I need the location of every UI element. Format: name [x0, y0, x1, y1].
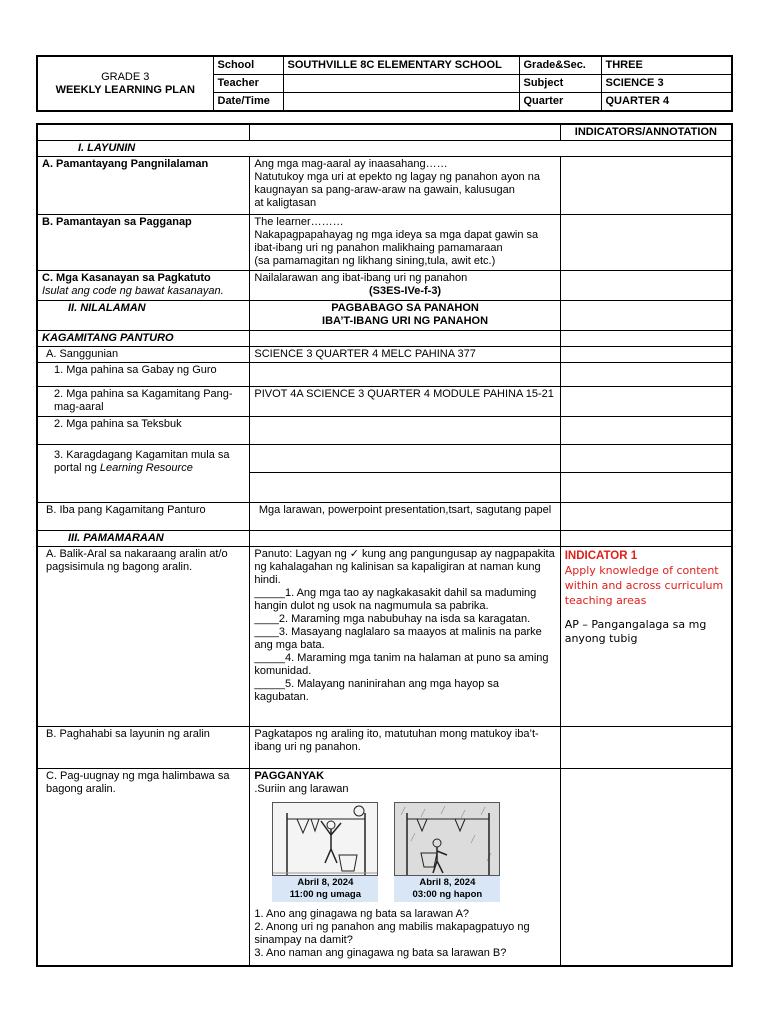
picture-b-image [394, 802, 500, 876]
school-label: School [213, 56, 283, 75]
picture-a [272, 802, 378, 902]
picture-row [272, 802, 555, 902]
paguugnay-content [250, 769, 560, 966]
kagamitang-aaral-value: PIVOT 4A SCIENCE 3 QUARTER 4 MODULE PAHINA 15-21 [250, 387, 560, 417]
indicator-ap: AP – Pangangalaga sa mg anyong tubig [564, 618, 707, 645]
picture-a-image [272, 802, 378, 876]
balik-aral-label: A. Balik-Aral sa nakaraang aralin at/o pagsisimula ng bagong aralin. [37, 547, 250, 727]
pamantayang-pangnilalaman-label: A. Pamantayang Pangnilalaman [37, 157, 250, 215]
picture-b [394, 802, 500, 902]
sanggunian-value: SCIENCE 3 QUARTER 4 MELC PAHINA 377 [250, 347, 560, 363]
date-value [283, 93, 519, 112]
subject-value: SCIENCE 3 [601, 75, 732, 93]
date-label: Date/Time [213, 93, 283, 112]
question-item: 3. Ano naman ang ginagawa ng bata sa larawan B? [254, 947, 507, 959]
indicators-header: INDICATORS/ANNOTATION [560, 124, 732, 141]
indicator-title: INDICATOR 1 [564, 550, 638, 562]
kasanayan-text: Nailalarawan ang ibat-ibang uri ng panahon (S3ES-IVe-f-3) [250, 271, 560, 301]
grade-sec-value: THREE [601, 56, 732, 75]
balik-aral-item: ____3. Masayang naglalaro sa maayos at malinis na parke ang mga bata. [254, 626, 542, 651]
kagamitan-heading: KAGAMITANG PANTURO [37, 331, 250, 347]
kagamitang-aaral-label: 2. Mga pahina sa Kagamitang Pang-mag-aaral [37, 387, 250, 417]
paguugnay-label: C. Pag-uugnay ng mga halimbawa sa bagong aralin. [37, 769, 250, 966]
indicator-cell [560, 547, 732, 727]
quarter-label: Quarter [519, 93, 601, 112]
kasanayan-label: C. Mga Kasanayan sa Pagkatuto Isulat ang code ng bawat kasanayan. [37, 271, 250, 301]
balik-aral-item: _____1. Ang mga tao ay nagkakasakit dahil sa maduming hangin dulot ng usok na nagmumula sa pabrika. [254, 587, 537, 612]
karagdagang-label: 3. Karagdagang Kagamitan mula sa portal ng Learning Resource [37, 445, 250, 503]
subject-label: Subject [519, 75, 601, 93]
paghahabi-value: Pagkatapos ng araling ito, matutuhan mong matukoy iba’t-ibang uri ng panahon. [250, 727, 560, 769]
indicator-text: Apply knowledge of content within and across curriculum teaching areas [564, 564, 724, 607]
balik-aral-item: _____5. Malayang naninirahan ang mga hayop sa kagubatan. [254, 678, 500, 703]
plan-title: WEEKLY LEARNING PLAN [55, 83, 195, 96]
lesson-plan-table [36, 123, 733, 967]
balik-aral-content [250, 547, 560, 727]
pamantayang-pangnilalaman-text: Ang mga mag-aaral ay inaasahang…… Natutukoy mga uri at epekto ng lagay ng panahon ayon na kaugnayan sa pang-araw-araw na gawain, kalusugan at kaligtasan [250, 157, 560, 215]
teksbuk-label: 2. Mga pahina sa Teksbuk [37, 417, 250, 445]
teacher-value [283, 75, 519, 93]
nilalaman-label: II. NILALAMAN [37, 301, 250, 331]
iba-pang-label: B. Iba pang Kagamitang Panturo [37, 503, 250, 531]
layunin-heading: I. LAYUNIN [37, 141, 732, 157]
picture-b-caption: Abril 8, 2024 03:00 ng hapon [394, 876, 500, 902]
picture-a-caption: Abril 8, 2024 11:00 ng umaga [272, 876, 378, 902]
iba-pang-value: Mga larawan, powerpoint presentation,tsart, sagutang papel [250, 503, 560, 531]
balik-aral-item: ____2. Maraming mga nabubuhay na isda sa karagatan. [254, 613, 531, 625]
suriin-text: .Suriin ang larawan [254, 783, 349, 795]
gabay-label: 1. Mga pahina sa Gabay ng Guro [37, 363, 250, 387]
balik-aral-instruction: Panuto: Lagyan ng ✓ kung ang pangungusap ay nagpapakita ng kahalagahan ng kalinisan sa kapaligiran at naman kung hindi. [254, 548, 555, 586]
balik-aral-item: _____4. Maraming mga tanim na halaman at puno sa aming komunidad. [254, 652, 549, 677]
question-item: 1. Ano ang ginagawa ng bata sa larawan A? [254, 908, 470, 920]
paghahabi-label: B. Paghahabi sa layunin ng aralin [37, 727, 250, 769]
teacher-label: Teacher [213, 75, 283, 93]
pamantayan-pagganap-label: B. Pamantayan sa Pagganap [37, 215, 250, 271]
grade-sec-label: Grade&Sec. [519, 56, 601, 75]
grade-cell [37, 56, 213, 111]
grade-label: GRADE 3 [101, 70, 150, 83]
pagganyak-heading: PAGGANYAK [254, 770, 325, 782]
pamamaraan-heading: III. PAMAMARAAN [37, 531, 250, 547]
question-item: 2. Anong uri ng panahon ang mabilis makapagpatuyo ng sinampay na damit? [254, 921, 530, 946]
pamantayan-pagganap-text: The learner……… Nakapagpapahayag ng mga ideya sa mga dapat gawin sa ibat-ibang uri ng panahon malikhaing pamamaraan (sa pamamagitan ng likhang sining,tula, awit etc.) [250, 215, 560, 271]
competency-code: (S3ES-IVe-f-3) [368, 285, 442, 297]
nilalaman-text: PAGBABAGO SA PANAHON IBA’T-IBANG URI NG PANAHON [250, 301, 560, 331]
header-table [36, 55, 733, 112]
school-value: SOUTHVILLE 8C ELEMENTARY SCHOOL [283, 56, 519, 75]
sanggunian-label: A. Sanggunian [37, 347, 250, 363]
quarter-value: QUARTER 4 [601, 93, 732, 112]
